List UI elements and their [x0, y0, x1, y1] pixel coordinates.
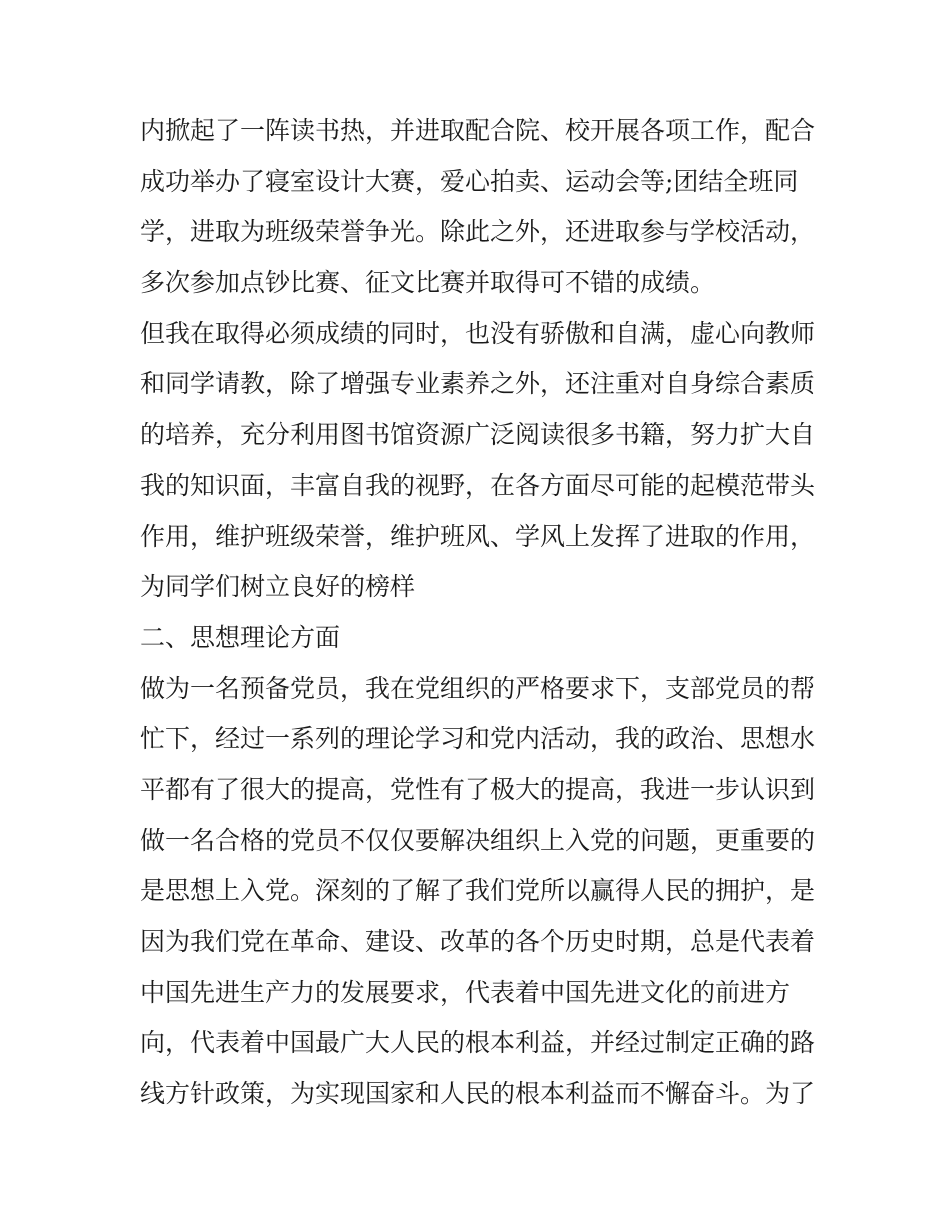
- text-line: 做为一名预备党员，我在党组织的严格要求下，支部党员的帮: [140, 673, 816, 703]
- text-line: 做一名合格的党员不仅仅要解决组织上入党的问题，更重要的: [140, 825, 816, 855]
- text-line: 成功举办了寝室设计大赛，爱心拍卖、运动会等;团结全班同: [140, 166, 799, 196]
- section-heading: 二、思想理论方面: [140, 622, 341, 652]
- text-line: 平都有了很大的提高，党性有了极大的提高，我进一步认识到: [140, 774, 816, 804]
- text-line: 我的知识面，丰富自我的视野，在各方面尽可能的起模范带头: [140, 470, 816, 500]
- text-line: 忙下，经过一系列的理论学习和党内活动，我的政治、思想水: [140, 724, 816, 754]
- text-line: 学，进取为班级荣誉争光。除此之外，还进取参与学校活动，: [140, 217, 816, 247]
- text-line: 为同学们树立良好的榜样: [140, 572, 416, 602]
- text-line: 多次参加点钞比赛、征文比赛并取得可不错的成绩。: [140, 268, 716, 298]
- text-line: 作用，维护班级荣誉，维护班风、学风上发挥了进取的作用，: [140, 521, 816, 551]
- text-line: 中国先进生产力的发展要求，代表着中国先进文化的前进方: [140, 977, 791, 1007]
- text-line: 但我在取得必须成绩的同时，也没有骄傲和自满，虚心向教师: [140, 318, 816, 348]
- text-line: 内掀起了一阵读书热，并进取配合院、校开展各项工作，配合: [140, 116, 816, 145]
- text-line: 线方针政策，为实现国家和人民的根本利益而不懈奋斗。为了: [140, 1079, 816, 1109]
- text-line: 因为我们党在革命、建设、改革的各个历史时期，总是代表着: [140, 927, 816, 956]
- text-line: 向，代表着中国最广大人民的根本利益，并经过制定正确的路: [140, 1028, 816, 1058]
- text-line: 是思想上入党。深刻的了解了我们党所以赢得人民的拥护，是: [140, 876, 816, 906]
- document-body: [140, 106, 820, 1120]
- text-line: 和同学请教，除了增强专业素养之外，还注重对自身综合素质: [140, 369, 816, 399]
- text-line: 的培养，充分利用图书馆资源广泛阅读很多书籍，努力扩大自: [140, 420, 816, 450]
